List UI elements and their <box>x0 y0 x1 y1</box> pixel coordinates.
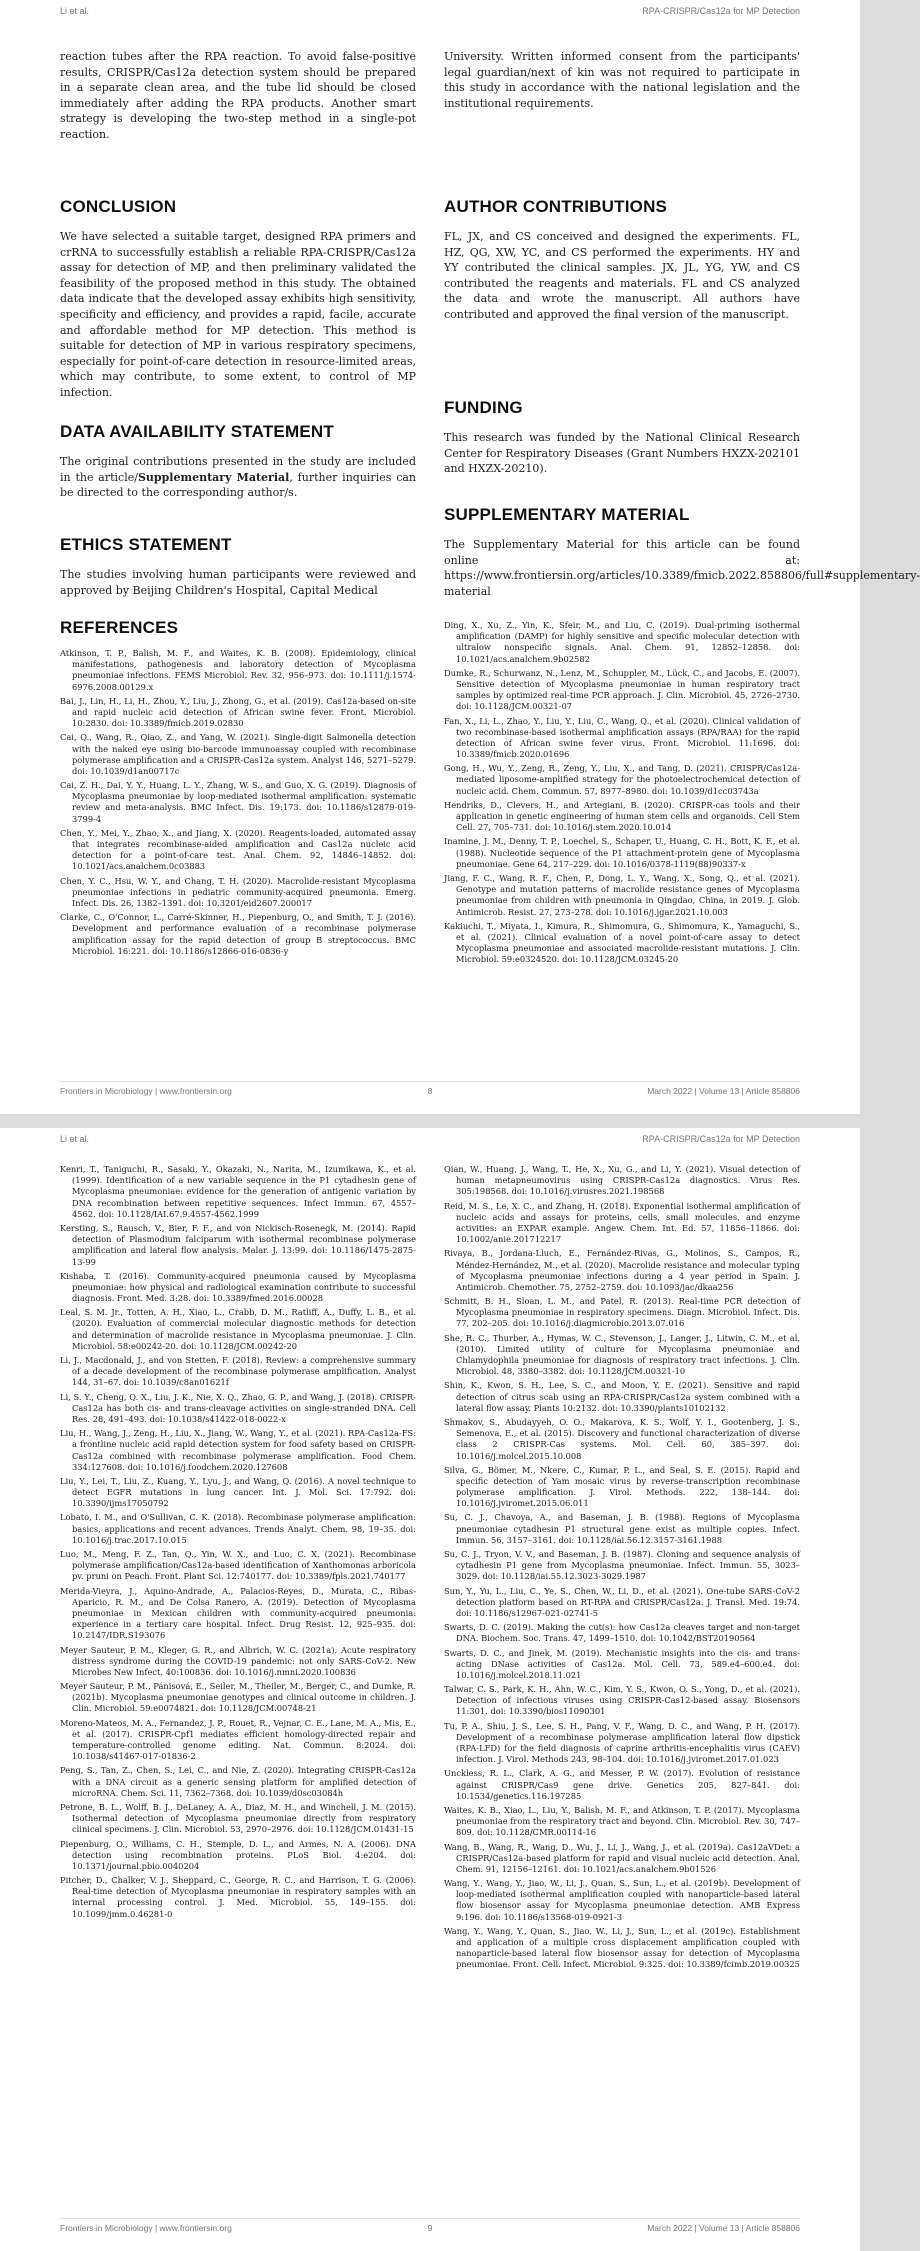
footer-journal-link[interactable]: Frontiers in Microbiology | www.frontiersin.org <box>60 2223 232 2233</box>
reference-entry: Moreno-Mateos, M. A., Fernandez, J. P., Rouet, R., Vejnar, C. E., Lane, M. A., Mis, E., et al. (2017). CRISPR-Cpf1 mediates efficient homology-directed repair and temperature-controlled genome editing. Nat. Commun. 8:2024. doi: 10.1038/s41467-017-01836-2 <box>60 1717 416 1762</box>
reference-entry: Liu, Y., Lei, T., Liu, Z., Kuang, Y., Lyu, J., and Wang, Q. (2016). A novel technique to detect EGFR mutations in lung cancer. Int. J. Mol. Sci. 17:792. doi: 10.3390/ijms17050792 <box>60 1475 416 1509</box>
reference-entry: Shin, K., Kwon, S. H., Lee, S. C., and Moon, Y. E. (2021). Sensitive and rapid detection of citrus scab using an RPA-CRISPR/Cas12a system combined with a lateral flow assay. Plants 10:2132. doi: 10.3390/plants10102132 <box>444 1380 800 1413</box>
right-intro-paragraph: University. Written informed consent from the participants' legal guardian/next of kin was not required to participate in this study in accordance with the national legislation and the institutional requirements. <box>444 50 800 110</box>
reference-entry: Piepenburg, O., Williams, C. H., Stemple, D. L., and Armes, N. A. (2006). DNA detection using recombination proteins. PLoS Biol. 4:e204. doi: 10.1371/journal.pbio.0040204 <box>60 1838 416 1871</box>
reference-entry: Sun, Y., Yu, L., Liu, C., Ye, S., Chen, W., Li, D., et al. (2021). One-tube SARS-CoV-2 detection platform based on RT-RPA and CRISPR/Cas12a. J. Transl. Med. 19:74. doi: 10.1186/s12967-021-02741-5 <box>444 1585 800 1618</box>
left-intro-paragraph: reaction tubes after the RPA reaction. To avoid false-positive results, CRISPR/Cas12a detection system should be prepared in a separate clean area, and the tube lid should be closed immediately after adding the RPA products. Another smart strategy is developing the two-step method in a single-pot reaction. <box>60 50 416 142</box>
reference-entry: She, R. C., Thurber, A., Hymas, W. C., Stevenson, J., Langer, J., Litwin, C. M., et al. (2010). Limited utility of culture for Mycoplasma pneumoniae and Chlamydophila pneumoniae for diagnosis of respiratory tract infections. J. Clin. Microbiol. 48, 3380–3382. doi: 10.1128/JCM.00321-10 <box>444 1332 800 1377</box>
ethics-paragraph: The studies involving human participants were reviewed and approved by Beijing Children's Hospital, Capital Medical <box>60 568 416 597</box>
references-section <box>60 618 416 960</box>
reference-entry: Silva, G., Bömer, M., Nkere, C., Kumar, P. L., and Seal, S. E. (2015). Rapid and specific detection of Yam mosaic virus by reverse-transcription recombinase polymerase amplification. J. Virol. Methods. 222, 138–144. doi: 10.1016/j.jviromet.2015.06.011 <box>444 1464 800 1509</box>
reference-entry: Shmakov, S., Abudayyeh, O. O., Makarova, K. S., Wolf, Y. I., Gootenberg, J. S., Semenova, E., et al. (2015). Discovery and functional characterization of diverse class 2 CRISPR-Cas systems. Mol. Cell. 60, 385–397. doi: 10.1016/j.molcel.2015.10.008 <box>444 1416 800 1461</box>
running-header <box>60 1134 800 1152</box>
page-number: 8 <box>427 1086 433 1096</box>
reference-entry: Wang, Y., Wang, Y., Quan, S., Jiao, W., Li, J., Sun, L., et al. (2019c). Establishment and application of a multiple cross displacement amplification coupled with nanoparticle-based lateral flow biosensor assay for detection of Mycoplasma pneumoniae. Front. Cell. Infect. Microbiol. 9:325. doi: 10.3389/fcimb.2019.00325 <box>444 1925 800 1970</box>
reference-entry: Gong, H., Wu, Y., Zeng, R., Zeng, Y., Liu, X., and Tang, D. (2021). CRISPR/Cas12a-mediated liposome-amplified strategy for the photoelectrochemical detection of nucleic acid. Chem. Commun. 57, 8977–8980. doi: 10.1039/d1cc03743a <box>444 763 800 796</box>
footer-journal-link[interactable]: Frontiers in Microbiology | www.frontiersin.org <box>60 1086 232 1096</box>
header-authors: Li et al. <box>60 1134 90 1144</box>
reference-entry: Clarke, C., O'Connor, L., Carré-Skinner, H., Piepenburg, O., and Smith, T. J. (2016). Development and performance evaluation of a recombinase polymerase amplification assay for the rapid detection of group B streptococcus. BMC Microbiol. 16:221. doi: 10.1186/s12866-016-0836-y <box>60 912 416 956</box>
ethics-section <box>60 535 416 598</box>
footer-issue: March 2022 | Volume 13 | Article 858806 <box>647 1086 800 1096</box>
reference-entry: Su, C. J., Chavoya, A., and Baseman, J. B. (1988). Regions of Mycoplasma pneumoniae cytadhesin P1 structural gene exist as multiple copies. Infect. Immun. 56, 3157–3161. doi: 10.1128/iai.56.12.3157-3161.1988 <box>444 1512 800 1545</box>
reference-entry: Reid, M. S., Le, X. C., and Zhang, H. (2018). Exponential isothermal amplification of nucleic acids and assays for proteins, cells, small molecules, and enzyme activities: an EXPAR example. Angew. Chem. Int. Ed. 57, 11856–11866. doi: 10.1002/anie.201712217 <box>444 1200 800 1245</box>
reference-entry: Schmitt, B. H., Sloan, L. M., and Patel, R. (2013). Real-time PCR detection of Mycoplasma pneumoniae in respiratory specimens. Diagn. Microbiol. Infect. Dis. 77, 202–205. doi: 10.1016/j.diagmicrobio.2013.07.016 <box>444 1296 800 1329</box>
author-contributions-paragraph: FL, JX, and CS conceived and designed the experiments. FL, HZ, QG, XW, YC, and CS performed the experiments. HY and YY contributed the clinical samples. JX, JL, YG, YW, and CS contributed the reagents and materials. FL and CS analyzed the data and wrote the manuscript. All authors have contributed and approved the final version of the manuscript. <box>444 230 800 322</box>
page-8 <box>0 0 920 1114</box>
reference-entry: Wang, Y., Wang, Y., Jiao, W., Li, J., Quan, S., Sun, L., et al. (2019b). Development of loop-mediated isothermal amplification coupled with nanoparticle-based lateral flow biosensor assay for Mycoplasma pneumoniae detection. AMB Express 9:196. doi: 10.1186/s13568-019-0921-3 <box>444 1878 800 1922</box>
page-number: 9 <box>427 2223 433 2233</box>
reference-entry: Chen, Y., Mei, Y., Zhao, X., and Jiang, X. (2020). Reagents-loaded, automated assay that integrates recombinase-aided amplification and Cas12a nucleic acid detection for a point-of-care test. Anal. Chem. 92, 14846–14852. doi: 10.1021/acs.analchem.0c03883 <box>60 827 416 872</box>
reference-entry: Cai, Q., Wang, R., Qiao, Z., and Yang, W. (2021). Single-digit Salmonella detection with the naked eye using bio-barcode immunoassay coupled with recombinase polymerase amplification and a CRISPR-Cas12a system. Analyst 146, 5271–5279. doi: 10.1039/d1an00717c <box>60 732 416 776</box>
reference-entry: Chen, Y. C., Hsu, W. Y., and Chang, T. H. (2020). Macrolide-resistant Mycoplasma pneumoniae infections in pediatric community-acquired pneumonia. Emerg. Infect. Dis. 26, 1382–1391. doi: 10.3201/eid2607.200017 <box>60 875 416 908</box>
reference-entry: Talwar, C. S., Park, K. H., Ahn, W. C., Kim, Y. S., Kwon, O. S., Yong, D., et al. (2021). Detection of infectious viruses using CRISPR-Cas12-based assay. Biosensors 11:301. doi: 10.3390/bios11090301 <box>444 1684 800 1717</box>
references-list-right <box>444 620 800 965</box>
reference-entry: Wang, B., Wang, R., Wang, D., Wu, J., Li, J., Wang, J., et al. (2019a). Cas12aVDet: a CRISPR/Cas12a-based platform for rapid and visual nucleic acid detection. Anal. Chem. 91, 12156–12161. doi: 10.1021/acs.analchem.9b01526 <box>444 1841 800 1874</box>
reference-entry: Peng, S., Tan, Z., Chen, S., Lei, C., and Nie, Z. (2020). Integrating CRISPR-Cas12a with a DNA circuit as a generic sensing platform for amplified detection of microRNA. Chem. Sci. 11, 7362–7368. doi: 10.1039/d0sc03084h <box>60 1765 416 1798</box>
reference-entry: Swarts, D. C. (2019). Making the cut(s): how Cas12a cleaves target and non-target DNA. Biochem. Soc. Trans. 47, 1499–1510. doi: 10.1042/BST20190564 <box>444 1622 800 1644</box>
supplementary-heading: SUPPLEMENTARY MATERIAL <box>444 505 690 524</box>
header-short-title: RPA-CRISPR/Cas12a for MP Detection <box>642 1134 800 1144</box>
ethics-heading: ETHICS STATEMENT <box>60 535 232 554</box>
reference-entry: Unckless, R. L., Clark, A. G., and Messer, P. W. (2017). Evolution of resistance against CRISPR/Cas9 gene drive. Genetics 205, 827–841. doi: 10.1534/genetics.116.197285 <box>444 1768 800 1801</box>
reference-entry: Merida-Vieyra, J., Aquino-Andrade, A., Palacios-Reyes, D., Murata, C., Ribas-Aparicio, R. M., and De Colsa Ranero, A. (2019). Detection of Mycoplasma pneumoniae in Mexican children with community-acquired pneumonia: experience in a tertiary care hospital. Infect. Drug Resist. 12, 925–935. doi: 10.2147/IDR.S193076 <box>60 1585 416 1641</box>
reference-entry: Su, C. J., Tryon, V. V., and Baseman, J. B. (1987). Cloning and sequence analysis of cytadhesin P1 gene from Mycoplasma pneumoniae. Infect. Immun. 55, 3023–3029. doi: 10.1128/iai.55.12.3023-3029.1987 <box>444 1549 800 1582</box>
data-text-part: , further inquiries can be directed to the corresponding author/s. <box>60 470 417 500</box>
reference-entry: Fan, X., Li, L., Zhao, Y., Liu, Y., Liu, C., Wang, Q., et al. (2020). Clinical validation of two recombinase-based isothermal amplification assays (RPA/RAA) for the rapid detection of African swine fever virus. Front. Microbiol. 11:1696. doi: 10.3389/fmicb.2020.01696 <box>444 715 800 760</box>
data-availability-heading: DATA AVAILABILITY STATEMENT <box>60 422 334 441</box>
author-contributions-heading: AUTHOR CONTRIBUTIONS <box>444 197 668 216</box>
right-intro-block <box>444 49 800 111</box>
supplementary-section <box>444 505 920 599</box>
data-text-part: The original contributions presented in the study are included in the article/ <box>60 455 416 484</box>
reference-entry: Petrone, B. L., Wolff, B. J., DeLaney, A. A., Diaz, M. H., and Winchell, J. M. (2015). Isothermal detection of Mycoplasma pneumoniae directly from respiratory clinical specimens. J. Clin. Microbiol. 53, 2970–2976. doi: 10.1128/JCM.01431-15 <box>60 1801 416 1835</box>
reference-entry: Tu, P. A., Shiu, J. S., Lee, S. H., Pang, V. F., Wang, D. C., and Wang, P. H. (2017). Development of a recombinase polymerase amplification lateral flow dipstick (RPA-LFD) for the field diagnosis of caprine arthritis-encephalitis virus (CAEV) infection. J. Virol. Methods 243, 98–104. doi: 10.1016/j.jviromet.2017.01.023 <box>444 1720 800 1765</box>
reference-entry: Inamine, J. M., Denny, T. P., Loechel, S., Schaper, U., Huang, C. H., Bott, K. F., et al. (1988). Nucleotide sequence of the P1 attachment-protein gene of Mycoplasma pneumoniae. Gene 64, 217–229. doi: 10.1016/0378-1119(88)90337-x <box>444 836 800 869</box>
running-header <box>60 6 800 24</box>
reference-entry: Luo, M., Meng, F. Z., Tan, Q., Yin, W. X., and Luo, C. X. (2021). Recombinase polymerase amplification/Cas12a-based identification of Xanthomonas arboricola pv. pruni on Peach. Front. Plant Sci. 12:740177. doi: 10.3389/fpls.2021.740177 <box>60 1549 416 1582</box>
supplementary-paragraph: The Supplementary Material for this article can be found online at: https://www.frontiersin.org/articles/10.3389/fmicb.2022.858806/full#supplementary-material <box>444 538 920 598</box>
reference-entry: Atkinson, T. P., Balish, M. F., and Waites, K. B. (2008). Epidemiology, clinical manifestations, pathogenesis and laboratory detection of Mycoplasma pneumoniae infections. FEMS Microbiol. Rev. 32, 956–973. doi: 10.1111/j.1574-6976.2008.00129.x <box>60 648 416 692</box>
reference-entry: Pitcher, D., Chalker, V. J., Sheppard, C., George, R. C., and Harrison, T. G. (2006). Real-time detection of Mycoplasma pneumoniae in respiratory samples with an internal processing control. J. Med. Microbiol. 55, 149–155. doi: 10.1099/jmm.0.46281-0 <box>60 1875 416 1919</box>
reference-entry: Waites, K. B., Xiao, L., Liu, Y., Balish, M. F., and Atkinson, T. P. (2017). Mycoplasma pneumoniae from the respiratory tract and beyond. Clin. Microbiol. Rev. 30, 747–809. doi: 10.1128/CMR.00114-16 <box>444 1804 800 1838</box>
funding-section <box>444 398 800 477</box>
references-continued-right <box>444 1164 800 1974</box>
reference-entry: Hendriks, D., Clevers, H., and Artegiani, B. (2020). CRISPR-cas tools and their application in genetic engineering of human stem cells and organoids. Cell Stem Cell. 27, 705–731. doi: 10.1016/j.stem.2020.10.014 <box>444 799 800 833</box>
references-continued-left <box>60 1164 416 1923</box>
reference-entry: Lobato, I. M., and O'Sullivan, C. K. (2018). Recombinase polymerase amplification: basics, applications and recent advances. Trends Analyt. Chem. 98, 19–35. doi: 10.1016/j.trac.2017.10.015 <box>60 1512 416 1545</box>
page-footer <box>60 1081 800 1100</box>
page-footer <box>60 2218 800 2237</box>
reference-entry: Kenri, T., Taniguchi, R., Sasaki, Y., Okazaki, N., Narita, M., Izumikawa, K., et al. (1999). Identification of a new variable sequence in the P1 cytadhesin gene of Mycoplasma pneumoniae: evidence for the generation of antigenic variation by DNA recombination between repetitive sequences. Infect Immun. 67, 4557–4562. doi: 10.1128/IAI.67.9.4557-4562.1999 <box>60 1164 416 1219</box>
reference-entry: Meyer Sauteur, P. M., Pánisová, E., Seiler, M., Theiler, M., Berger, C., and Dumke, R. (2021b). Mycoplasma pneumoniae genotypes and clinical outcome in children. J. Clin. Microbiol. 59:e0074821. doi: 10.1128/JCM.00748-21 <box>60 1681 416 1714</box>
reference-entry: Kersting, S., Rausch, V., Bier, F. F., and von Nickisch-Rosenegk, M. (2014). Rapid detection of Plasmodium falciparum with isothermal recombinase polymerase amplification and lateral flow analysis. Malar. J. 13:99. doi: 10.1186/1475-2875-13-99 <box>60 1222 416 1267</box>
reference-entry: Rivaya, B., Jordana-Lluch, E., Fernández-Rivas, G., Molinos, S., Campos, R., Méndez-Hernández, M., et al. (2020). Macrolide resistance and molecular typing of Mycoplasma pneumoniae infections during a 4 year period in Spain. J. Antimicrob. Chemother. 75, 2752–2759. doi: 10.1093/jac/dkaa256 <box>444 1248 800 1292</box>
reference-entry: Bai, J., Lin, H., Li, H., Zhou, Y., Liu, J., Zhong, G., et al. (2019). Cas12a-based on-site and rapid nucleic acid detection of African swine fever. Front. Microbiol. 10:2830. doi: 10.3389/fmicb.2019.02830 <box>60 695 416 729</box>
references-list-right <box>444 1164 800 1971</box>
author-contributions-section <box>444 197 800 323</box>
header-authors: Li et al. <box>60 6 90 16</box>
reference-entry: Swarts, D. C., and Jinek, M. (2019). Mechanistic insights into the cis- and trans-acting DNase activities of Cas12a. Mol. Cell. 73, 589.e4–600.e4. doi: 10.1016/j.molcel.2018.11.021 <box>444 1647 800 1680</box>
reference-entry: Liu, H., Wang, J., Zeng, H., Liu, X., Jiang, W., Wang, Y., et al. (2021). RPA-Cas12a-FS: a frontline nucleic acid rapid detection system for food safety based on CRISPR-Cas12a combined with recombinase polymerase amplification. Food Chem. 334:127608. doi: 10.1016/j.foodchem.2020.127608 <box>60 1428 416 1472</box>
funding-paragraph: This research was funded by the National Clinical Research Center for Respiratory Diseases (Grant Numbers HXZX-202101 and HXZX-20210). <box>444 431 800 476</box>
reference-entry: Cai, Z. H., Dai, Y. Y., Huang, L. Y., Zhang, W. S., and Guo, X. G. (2019). Diagnosis of Mycoplasma pneumoniae by loop-mediated isothermal amplification: systematic review and meta-analysis. BMC Infect. Dis. 19:173. doi: 10.1186/s12879-019-3799-4 <box>60 780 416 824</box>
reference-entry: Qian, W., Huang, J., Wang, T., He, X., Xu, G., and Li, Y. (2021). Visual detection of human metapneumovirus using CRISPR-Cas12a diagnostics. Virus Res. 305:198568. doi: 10.1016/j.virusres.2021.198568 <box>444 1164 800 1197</box>
conclusion-section <box>60 197 416 401</box>
reference-entry: Leal, S. M. Jr., Totten, A. H., Xiao, L., Crabb, D. M., Ratliff, A., Duffy, L. B., et al. (2020). Evaluation of commercial molecular diagnostic methods for detection and determination of macrolide resistance in Mycoplasma pneumoniae. J. Clin. Microbiol. 58:e00242-20. doi: 10.1128/JCM.00242-20 <box>60 1307 416 1351</box>
references-list-left <box>60 648 416 957</box>
reference-entry: Kakiuchi, T., Miyata, I., Kimura, R., Shimomura, G., Shimomura, K., Yamaguchi, S., et al. (2021). Clinical evaluation of a novel point-of-care assay to detect Mycoplasma pneumoniae and associated macrolide-resistant mutations. J. Clin. Microbiol. 59:e0324520. doi: 10.1128/JCM.03245-20 <box>444 920 800 965</box>
reference-entry: Ding, X., Xu, Z., Yin, K., Sfeir, M., and Liu, C. (2019). Dual-priming isothermal amplification (DAMP) for highly sensitive and specific molecular detection with ultralow nonspecific signals. Anal. Chem. 91, 12852–12858. doi: 10.1021/acs.analchem.9b02582 <box>444 620 800 664</box>
references-right-column <box>444 620 800 968</box>
reference-entry: Jiang, F. C., Wang, R. F., Chen, P., Dong, L. Y., Wang, X., Song, Q., et al. (2021). Genotype and mutation patterns of macrolide resistance genes of Mycoplasma pneumoniae from children with pneumonia in Qingdao, China, in 2019. J. Glob. Antimicrob. Resist. 27, 273–278. doi: 10.1016/j.jgar.2021.10.003 <box>444 872 800 917</box>
supplementary-material-link[interactable]: Supplementary Material <box>137 470 290 484</box>
reference-entry: Meyer Sauteur, P. M., Kleger, G. R., and Albrich, W. C. (2021a). Acute respiratory distress syndrome during the COVID-19 pandemic: not only SARS-CoV-2. New Microbes New Infect. 40:100836. doi: 10.1016/j.nmni.2020.100836 <box>60 1644 416 1677</box>
references-heading: REFERENCES <box>60 618 179 637</box>
header-short-title: RPA-CRISPR/Cas12a for MP Detection <box>642 6 800 16</box>
reference-entry: Kishaba, T. (2016). Community-acquired pneumonia caused by Mycoplasma pneumoniae: how physical and radiological examination contribute to successful diagnosis. Front. Med. 3:28. doi: 10.3389/fmed.2016.00028 <box>60 1270 416 1304</box>
reference-entry: Li, S. Y., Cheng, Q. X., Liu, J. K., Nie, X. Q., Zhao, G. P., and Wang, J. (2018). CRISPR-Cas12a has both cis- and trans-cleavage activities on single-stranded DNA. Cell Res. 28, 491–493. doi: 10.1038/s41422-018-0022-x <box>60 1391 416 1424</box>
data-availability-paragraph <box>60 454 416 501</box>
data-availability-section <box>60 422 416 501</box>
page-9 <box>0 1128 860 2251</box>
reference-entry: Li, J., Macdonald, J., and von Stetten, F. (2018). Review: a comprehensive summary of a decade development of the recombinase polymerase amplification. Analyst 144, 31–67. doi: 10.1039/c8an01621f <box>60 1355 416 1388</box>
footer-issue: March 2022 | Volume 13 | Article 858806 <box>647 2223 800 2233</box>
left-intro-block <box>60 49 416 143</box>
references-list-left <box>60 1164 416 1920</box>
conclusion-heading: CONCLUSION <box>60 197 177 216</box>
reference-entry: Dumke, R., Schurwanz, N., Lenz, M., Schuppler, M., Lück, C., and Jacobs, E. (2007). Sensitive detection of Mycoplasma pneumoniae in human respiratory tract samples by optimized real-time PCR approach. J. Clin. Microbiol. 45, 2726–2730. doi: 10.1128/JCM.00321-07 <box>444 667 800 712</box>
conclusion-paragraph: We have selected a suitable target, designed RPA primers and crRNA to successfully establish a reliable RPA-CRISPR/Cas12a assay for detection of MP, and then preliminary validated the feasibility of the proposed method in this study. The obtained data indicate that the developed assay exhibits high sensitivity, specificity and efficiency, and provides a rapid, facile, accurate and affordable method for MP detection. This method is suitable for detection of MP in various respiratory specimens, especially for point-of-care detection in resource-limited areas, which may contribute, to some extent, to control of MP infection. <box>60 230 416 400</box>
funding-heading: FUNDING <box>444 398 523 417</box>
